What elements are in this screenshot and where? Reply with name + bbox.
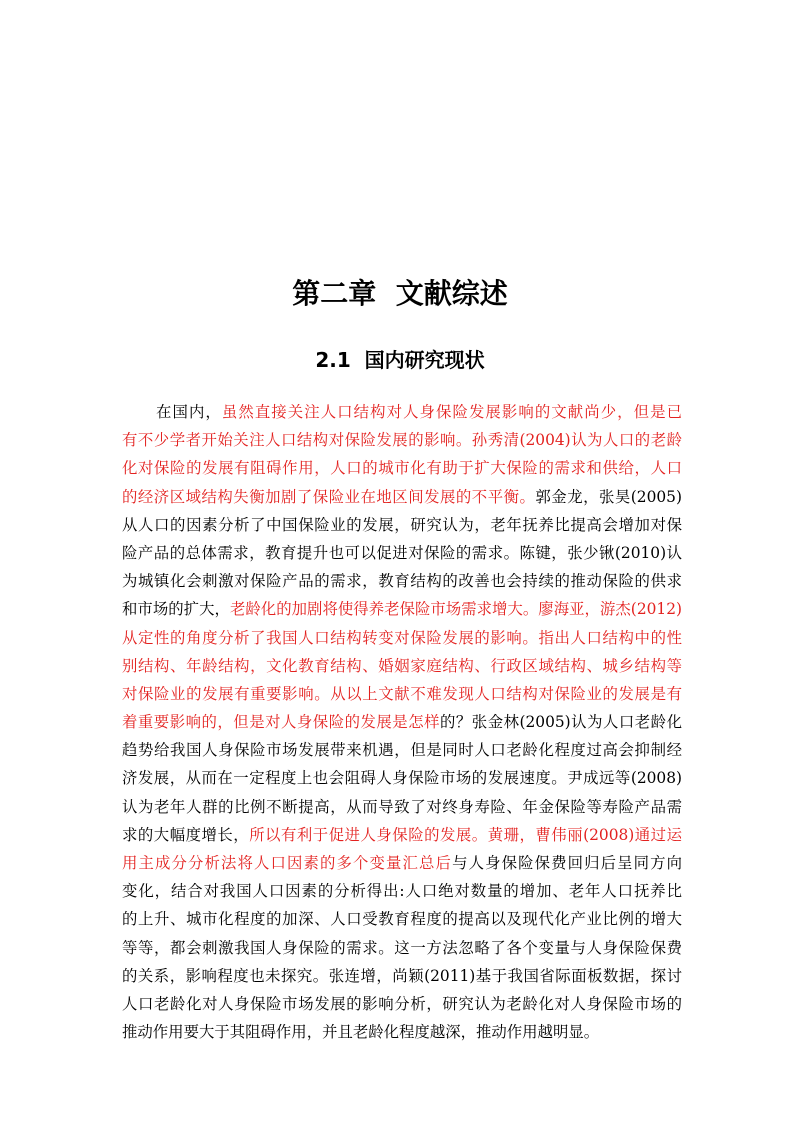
body-text: 的关系，影响程度也未探究。张连增，尚颖(2011)基于我国省际面板数据，探讨 [122, 966, 682, 985]
body-text: 推动作用要大于其阻碍作用，并且老龄化程度越深，推动作用越明显。 [122, 1023, 600, 1042]
highlighted-text: 从定性的角度分析了我国人口结构转变对保险发展的影响。指出人口结构中的性 [122, 628, 682, 647]
highlighted-text: 有不少学者开始关注人口结构对保险发展的影响。孙秀清(2004)认为人口的老龄 [122, 431, 682, 450]
body-text: 认为老年人群的比例不断提高，从而导致了对终身寿险、年金保险等寿险产品需 [122, 797, 682, 816]
paragraph-line [122, 539, 682, 567]
paragraph-line [122, 708, 682, 736]
highlighted-text: 虽然直接关注人口结构对人身保险发展影响的文献尚少，但是已 [221, 403, 682, 421]
highlighted-text: 用主成分分析法将人口因素的多个变量汇总后 [122, 854, 453, 872]
paragraph-line [122, 398, 682, 426]
paragraph-line [122, 1018, 682, 1046]
body-paragraph [122, 398, 682, 1046]
paragraph-line [122, 736, 682, 764]
paragraph-line [122, 652, 682, 680]
paragraph-line [122, 990, 682, 1018]
highlighted-text: 对保险业的发展有重要影响。从以上文献不难发现人口结构对保险业的发展是有 [122, 684, 682, 703]
body-text: 与人身保险保费回归后呈同方向 [452, 854, 682, 872]
paragraph-line [122, 511, 682, 539]
paragraph-line [122, 934, 682, 962]
body-text: 和市场的扩大， [122, 600, 230, 619]
body-text: 从人口的因素分析了中国保险业的发展，研究认为，老年抚养比提高会增加对保 [122, 515, 682, 534]
body-text: 求的大幅度增长， [122, 825, 250, 844]
paragraph-line [122, 764, 682, 792]
body-text: 等等，都会刺激我国人身保险的需求。这一方法忽略了各个变量与人身保险保费 [122, 938, 682, 957]
paragraph-line [122, 483, 682, 511]
body-text: 变化，结合对我国人口因素的分析得出:人口绝对数量的增加、老年人口抚养比 [122, 882, 682, 901]
highlighted-text: 老龄化的加剧将使得养老保险市场需求增大。廖海亚，游杰(2012) [229, 600, 682, 619]
paragraph-line [122, 849, 682, 877]
paragraph-line [122, 962, 682, 990]
paragraph-line [122, 821, 682, 849]
body-text: 的上升、城市化程度的加深、人口受教育程度的提高以及现代化产业比例的增大 [122, 910, 682, 929]
highlighted-text: 着重要影响的，但是对人身保险的发展是怎样 [122, 713, 440, 732]
highlighted-text: 所以有利于促进人身保险的发展。黄珊，曹伟丽(2008)通过运 [249, 825, 682, 844]
body-text: 济发展，从而在一定程度上也会阻碍人身保险市场的发展速度。尹成远等(2008) [122, 769, 682, 788]
paragraph-line [122, 793, 682, 821]
paragraph-line [122, 905, 682, 933]
paragraph-line [122, 567, 682, 595]
paragraph-line [122, 426, 682, 454]
paragraph-line [122, 595, 682, 623]
paragraph-line [122, 680, 682, 708]
highlighted-text: 别结构、年龄结构，文化教育结构、婚姻家庭结构、行政区域结构、城乡结构等 [122, 656, 682, 675]
body-text: 的？张金林(2005)认为人口老龄化 [440, 713, 682, 732]
highlighted-text: 化对保险的发展有阻碍作用，人口的城市化有助于扩大保险的需求和供给，人口 [122, 459, 682, 478]
highlighted-text: 的经济区域结构失衡加剧了保险业在地区间发展的不平衡。 [122, 487, 536, 506]
body-text: 趋势给我国人身保险市场发展带来机遇，但是同时人口老龄化程度过高会抑制经 [122, 741, 682, 760]
body-text: 人口老龄化对人身保险市场发展的影响分析，研究认为老龄化对人身保险市场的 [122, 994, 682, 1013]
body-text: 为城镇化会刺激对保险产品的需求，教育结构的改善也会持续的推动保险的供求 [122, 572, 682, 591]
section-title: 2.1 国内研究现状 [315, 348, 485, 372]
body-text: 郭金龙，张昊(2005) [535, 487, 682, 506]
paragraph-line [122, 624, 682, 652]
body-text: 在国内， [156, 403, 222, 421]
chapter-title: 第二章 文献综述 [292, 277, 508, 310]
body-text: 险产品的总体需求，教育提升也可以促进对保险的需求。陈键，张少锹(2010)认 [122, 543, 682, 562]
paragraph-line [122, 877, 682, 905]
paragraph-line [122, 454, 682, 482]
